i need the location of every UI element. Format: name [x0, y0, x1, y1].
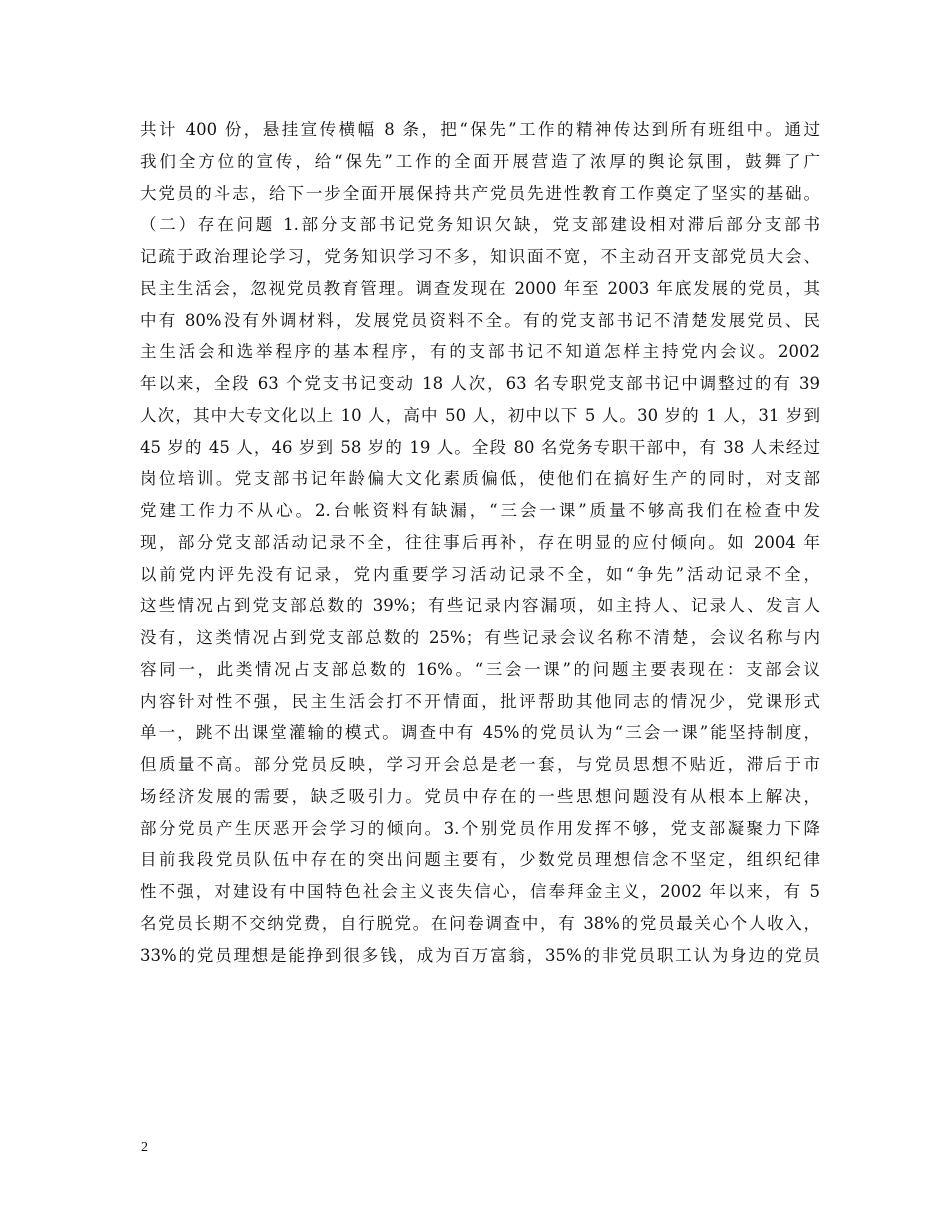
body-text	[140, 114, 820, 971]
page-number: 2	[141, 1140, 148, 1155]
text-line: 但质量不高。部分党员反映，学习开会总是老一套，与党员思想不贴近，滞后于市	[140, 755, 820, 774]
text-line: 33%的党员理想是能挣到很多钱，成为百万富翁，35%的非党员职工认为身边的党员	[140, 945, 820, 965]
text-line: 记疏于政治理论学习，党务知识学习不多，知识面不宽，不主动召开支部党员大会、	[140, 247, 820, 266]
text-line: 以前党内评先没有记录，党内重要学习活动记录不全，如“争先”活动记录不全，	[140, 564, 820, 584]
text-line: 大党员的斗志，给下一步全面开展保持共产党员先进性教育工作奠定了坚实的基础。	[140, 183, 820, 203]
text-line: 我们全方位的宣传，给“保先”工作的全面开展营造了浓厚的舆论氛围，鼓舞了广	[140, 151, 820, 171]
text-line: 45 岁的 45 人，46 岁到 58 岁的 19 人。全段 80 名党务专职干部中，有 38 人未经过	[140, 437, 820, 457]
text-line: 共计 400 份，悬挂宣传横幅 8 条，把“保先”工作的精神传达到所有班组中。通过	[140, 120, 820, 139]
text-line: 主生活会和选举程序的基本程序，有的支部书记不知道怎样主持党内会议。2002	[140, 342, 820, 362]
text-line: （二）存在问题 1.部分支部书记党务知识欠缺，党支部建设相对滞后部分支部书	[140, 215, 820, 235]
text-line: 性不强，对建设有中国特色社会主义丧失信心，信奉拜金主义，2002 年以来，有 5	[140, 882, 820, 901]
text-line: 人次，其中大专文化以上 10 人，高中 50 人，初中以下 5 人。30 岁的 1 人，31 岁到	[140, 405, 820, 425]
text-line: 容同一，此类情况占支部总数的 16%。“三会一课”的问题主要表现在：支部会议	[140, 659, 820, 679]
text-line: 年以来，全段 63 个党支书记变动 18 人次，63 名专职党支部书记中调整过的有 39	[140, 374, 820, 393]
text-line: 目前我段党员队伍中存在的突出问题主要有，少数党员理想信念不坚定，组织纪律	[140, 850, 820, 870]
text-line: 部分党员产生厌恶开会学习的倾向。3.个别党员作用发挥不够，党支部凝聚力下降	[140, 818, 820, 838]
text-line: 内容针对性不强，民主生活会打不开情面，批评帮助其他同志的情况少，党课形式	[140, 691, 820, 711]
text-line: 中有 80%没有外调材料，发展党员资料不全。有的党支部书记不清楚发展党员、民	[140, 310, 820, 330]
text-line: 没有，这类情况占到党支部总数的 25%；有些记录会议名称不清楚，会议名称与内	[140, 628, 820, 647]
text-line: 名党员长期不交纳党费，自行脱党。在问卷调查中，有 38%的党员最关心个人收入，	[140, 913, 820, 933]
text-line: 党建工作力不从心。2.台帐资料有缺漏，“三会一课”质量不够高我们在检查中发	[140, 501, 820, 520]
text-line: 这些情况占到党支部总数的 39%；有些记录内容漏项，如主持人、记录人、发言人	[140, 596, 820, 616]
text-line: 岗位培训。党支部书记年龄偏大文化素质偏低，使他们在搞好生产的同时，对支部	[140, 469, 820, 489]
text-line: 单一，跳不出课堂灌输的模式。调查中有 45%的党员认为“三会一课”能坚持制度，	[140, 723, 820, 743]
text-line: 现，部分党支部活动记录不全，往往事后再补，存在明显的应付倾向。如 2004 年	[140, 532, 820, 552]
text-line: 民主生活会，忽视党员教育管理。调查发现在 2000 年至 2003 年底发展的党员，其	[140, 278, 820, 298]
text-line: 场经济发展的需要，缺乏吸引力。党员中存在的一些思想问题没有从根本上解决，	[140, 786, 820, 806]
